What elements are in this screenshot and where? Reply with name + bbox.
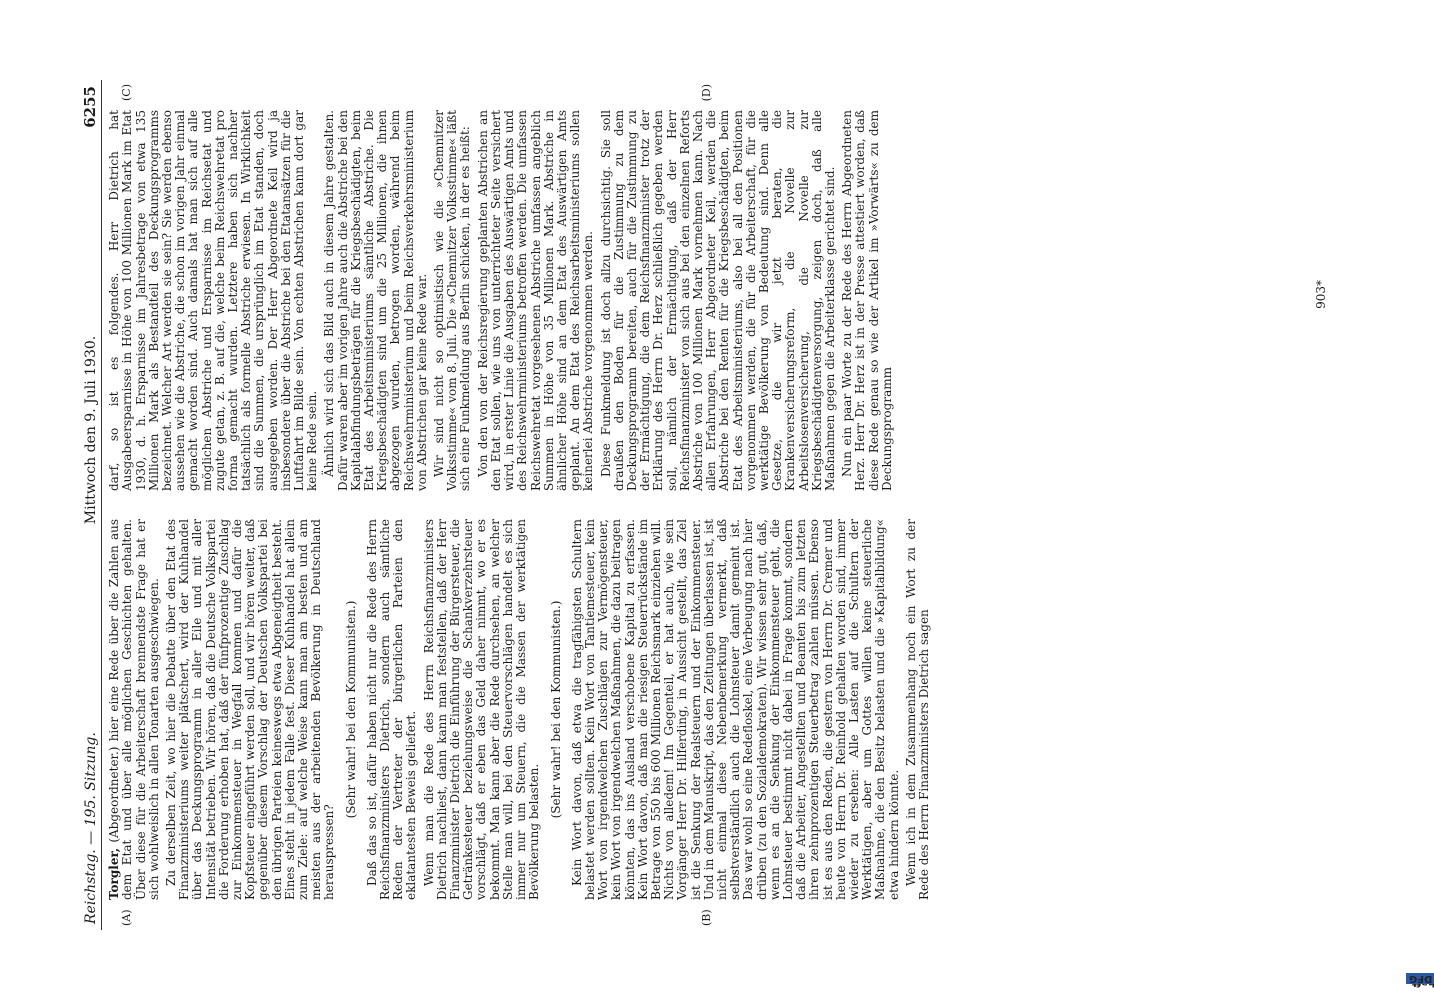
margin-marker-c: (C) <box>120 84 133 101</box>
digitization-credit <box>1409 8 1433 988</box>
footer-mark: 903* <box>1313 280 1328 309</box>
left-paragraph-3: Daß das so ist, dafür haben nicht nur die Rede des Herrn Reichsfinanzministers Dietrich, sondern auch sämtliche Reden der Vertreter der bürgerlichen Parteien den eklatantesten Beweis geliefert. <box>364 519 419 900</box>
right-paragraph-5: Diese Funkmeldung ist doch allzu durchsichtig. Sie soll draußen den Boden für die Zustimmung zu dem Deckungsprogramm bereiten, auch für die Zustimmung zu der Ermächtigung, die dem Reichsfinanzminister trotz der Erklärung des Herrn Dr. Herz schließlich gegeben werden soll, nämlich der Ermächtigung, daß der Herr Reichsfinanzminister von sich aus bei den einzelnen Reforts Abstriche von 100 Millionen Mark vornehmen kann. Nach allen Erfahrungen, Herr Abgeordneter Keil, werden die Abstriche bei den Renten für die Kriegsbeschädigten, beim Etat des Arbeitsministeriums, also bei all den Positionen vorgenommen werden, die für die Arbeiterschaft, für die werktätige Bevölkerung von Bedeutung sind. Denn alle Gesetze, die wir jetzt beraten, die Krankenversicherungsreform, die Novelle zur Arbeitslosenversicherung, die Novelle zur Kriegsbeschädigtenversorgung, zeigen doch, daß alle Maßnahmen gegen die Arbeiterklasse gerichtet sind. <box>598 110 837 491</box>
interjection-2: (Sehr wahr! bei den Kommunisten.) <box>548 600 563 819</box>
speaker-role: Abgeordneter. <box>107 751 122 838</box>
left-paragraph-4: Wenn man die Rede des Herrn Reichsfinanzministers Dietrich nachliest, dann kann man feststellen, daß der Herr Finanzminister Dietrich die Einführung der Bürgersteuer, die Getränkesteuer beziehungsweise die Schankverzehrsteuer vorschlägt, daß er eben das Geld daher nimmt, wo er es bekommt. Man kann aber die Rede durchsehen, an welcher Stelle man will, bei den Steuervorschlägen handelt es sich immer nur um Steuern, die die Massen der werktätigen Bevölkerung belasten. <box>421 519 542 900</box>
left-paragraph-6: Wenn ich in dem Zusammenhang noch ein Wort zu der Rede des Herrn Finanzministers Dietrich sagen <box>903 519 931 900</box>
header-session: Reichstag. — 195. Sitzung. <box>83 732 99 924</box>
left-paragraph-2: Zu derselben Zeit, wo hier die Debatte über den Etat des Finanzministeriums weiter plätschert, wird der Kuhhandel über das Deckungsprogramm in aller Eile und mit aller Intensität betrieben. Wir hören, daß die Deutsche Volkspartei die Forderung erhoben hat, daß der fünfprozentige Zuschlag zur Einkommensteuer in Wegfall kommen und dafür die Kopfsteuer eingeführt werden soll, und wir hören weiter, daß gegenüber diesem Vorschlag der Deutschen Volkspartei bei den übrigen Parteien keineswegs etwa Abgeneigtheit besteht. Eines steht in jedem Falle fest. Dieser Kuhhandel hat allein zum Ziele: auf welche Weise kann man am besten und am meisten aus der arbeitenden Bevölkerung in Deutschland herauspressen? <box>164 519 337 900</box>
right-column <box>108 110 935 491</box>
page-number: 6255 <box>81 86 99 128</box>
page-header <box>80 80 102 930</box>
speaker-name: Torgler, <box>107 847 122 900</box>
right-paragraph-6: Nun ein paar Worte zu der Rede des Herrn Abgeordneten Herz. Herr Dr. Herz ist in der Presse attestiert worden, daß diese Rede genau so wie der Artikel im »Vorwärts« zu dem Deckungsprogramm <box>840 110 894 491</box>
right-paragraph-4-quote: Von den von der Reichsregierung geplanten Abstrichen an den Etat sollen, wie uns von unterrichteter Seite versichert wird, in erster Linie die Ausgaben des Auswärtigen Amts und des Reichswehrministeriums betroffen werden. Die umfassen Reichswehretat vorgesehenen Abstriche umfassen angeblich Summen in Höhe von 35 Millionen Mark. Abstriche in ähnlicher Höhe sind an dem Etat des Auswärtigen Amts geplant. An dem Etat des Reichsarbeitsministeriums sollen keinerlei Abstriche vorgenommen werden. <box>475 110 596 491</box>
margin-marker-a: (A) <box>120 909 133 926</box>
margin-marker-b: (B) <box>700 909 713 926</box>
header-date: Mittwoch den 9. Juli 1930. <box>83 335 99 525</box>
interjection-1: (Sehr wahr! bei den Kommunisten.) <box>343 600 358 819</box>
rotated-page <box>80 80 1328 930</box>
margin-marker-d: (D) <box>700 84 713 102</box>
left-paragraph-5: Kein Wort davon, daß etwa die tragfähigsten Schultern belastet werden sollten. Kein Wort von Tantiemesteuer, kein Wort von irgendwelchen Zuschlägen zur Vermögensteuer, kein Wort von irgendwelchen Maßnahmen, die dazu beitragen könnten, das ins Ausland verschobene Kapital zu erfassen. Kein Wort davon, daß man die riesigen Steuerrückstände im Betrage von 550 bis 600 Millionen Reichsmark einziehen will. Nichts von alledem! Im Gegenteil, er hat auch, wie sein Vorgänger Herr Dr. Hilferding, in Aussicht gestellt, das Ziel ist die Senkung der Realsteuern und der Einkommensteuer. Und in dem Manuskript, das den Zeitungen überlassen ist, ist nicht einmal diese Nebenbemerkung vermerkt, daß selbstverständlich auch die Lohnsteuer damit gemeint ist. Das war wohl so eine Redefloskel, eine Verbeugung nach hier drüben (zu den Sozialdemokraten). Wir wissen sehr gut, daß, wenn es an die Senkung der Einkommensteuer geht, die Lohnsteuer bestimmt nicht dabei in Frage kommt, sondern daß die Arbeiter, Angestellten und Beamten bis zum letzten ihren zehnprozentigen Steuerbetrag zahlen müssen. Ebenso ist es aus den Reden, die gestern von Herrn Dr. Cremer und heute von Herrn Dr. Reinhold gehalten worden sind, immer wieder zu ersehen: Alle Lasten auf die Schultern der Werktätigen, aber um Gottes willen keine steuerliche Maßnahme, die den Besitz belasten und die »Kapitalbildung« etwa hindern könnte. <box>569 519 901 900</box>
right-paragraph-2: Ähnlich wird sich das Bild auch in diesem Jahre gestalten. Dafür waren aber im vorigen Jahre auch die Abstriche bei den Kapitalabfindungsbeträgen für die Kriegsbeschädigten, beim Etat des Arbeitsministeriums sämtliche Abstriche. Die Kriegsbeschädigten sind um die 25 Millionen, die ihnen abgezogen wurden, betrogen worden, während beim Reichswehrministerium und beim Reichsverkehrsministerium von Abstrichen gar keine Rede war. <box>322 110 429 491</box>
right-paragraph-3: Wir sind nicht so optimistisch wie die »Chemnitzer Volksstimme« vom 8. Juli. Die »Chemnitzer Volksstimme« läßt sich eine Funkmeldung aus Berlin schicken, in der es heißt: <box>432 110 473 491</box>
left-paragraph-1: Torgler, (Abgeordneter.) hier eine Rede über die Zahlen aus dem Etat und über alle möglichen Geschichten gehalten. Über diese für die Arbeiterschaft brennendste Frage hat er sich wohlweislich in allen Tonarten ausgeschwiegen. <box>107 518 161 900</box>
left-column <box>108 519 935 900</box>
text-columns <box>102 80 935 930</box>
right-paragraph-1: darf, so ist es folgendes. Herr Dietrich hat Ausgabeersparnisse in Höhe von 100 Millionen Mark im Etat 1930, d. h. Ersparnisse im Jahresbetrage von etwa 135 Millionen Mark als Bestandteil des Deckungsprogramms bezeichnet. Welcher Art werden sie sein? Sie werden ebenso aussehen wie die Abstriche, die schon im vorigen Jahr einmal gemacht worden sind. Auch damals hat man sich auf alle möglichen Abstriche und Ersparnisse im Reichsetat und zugute getan, z. B. auf die, welche beim Reichswehretat pro forma gemacht wurden. Letztere haben sich nachher tatsächlich als formelle Abstriche erwiesen. In Wirklichkeit sind die Summen, die ursprünglich im Etat standen, doch ausgegeben worden. Der Herr Abgeordnete Keil wird ja insbesondere über die Abstriche bei den Etatansätzen für die Luftfahrt im Bilde sein. Von echten Abstrichen kann dort gar keine Rede sein. <box>107 110 320 491</box>
dfg-logo: DFG <box>1406 973 1434 984</box>
